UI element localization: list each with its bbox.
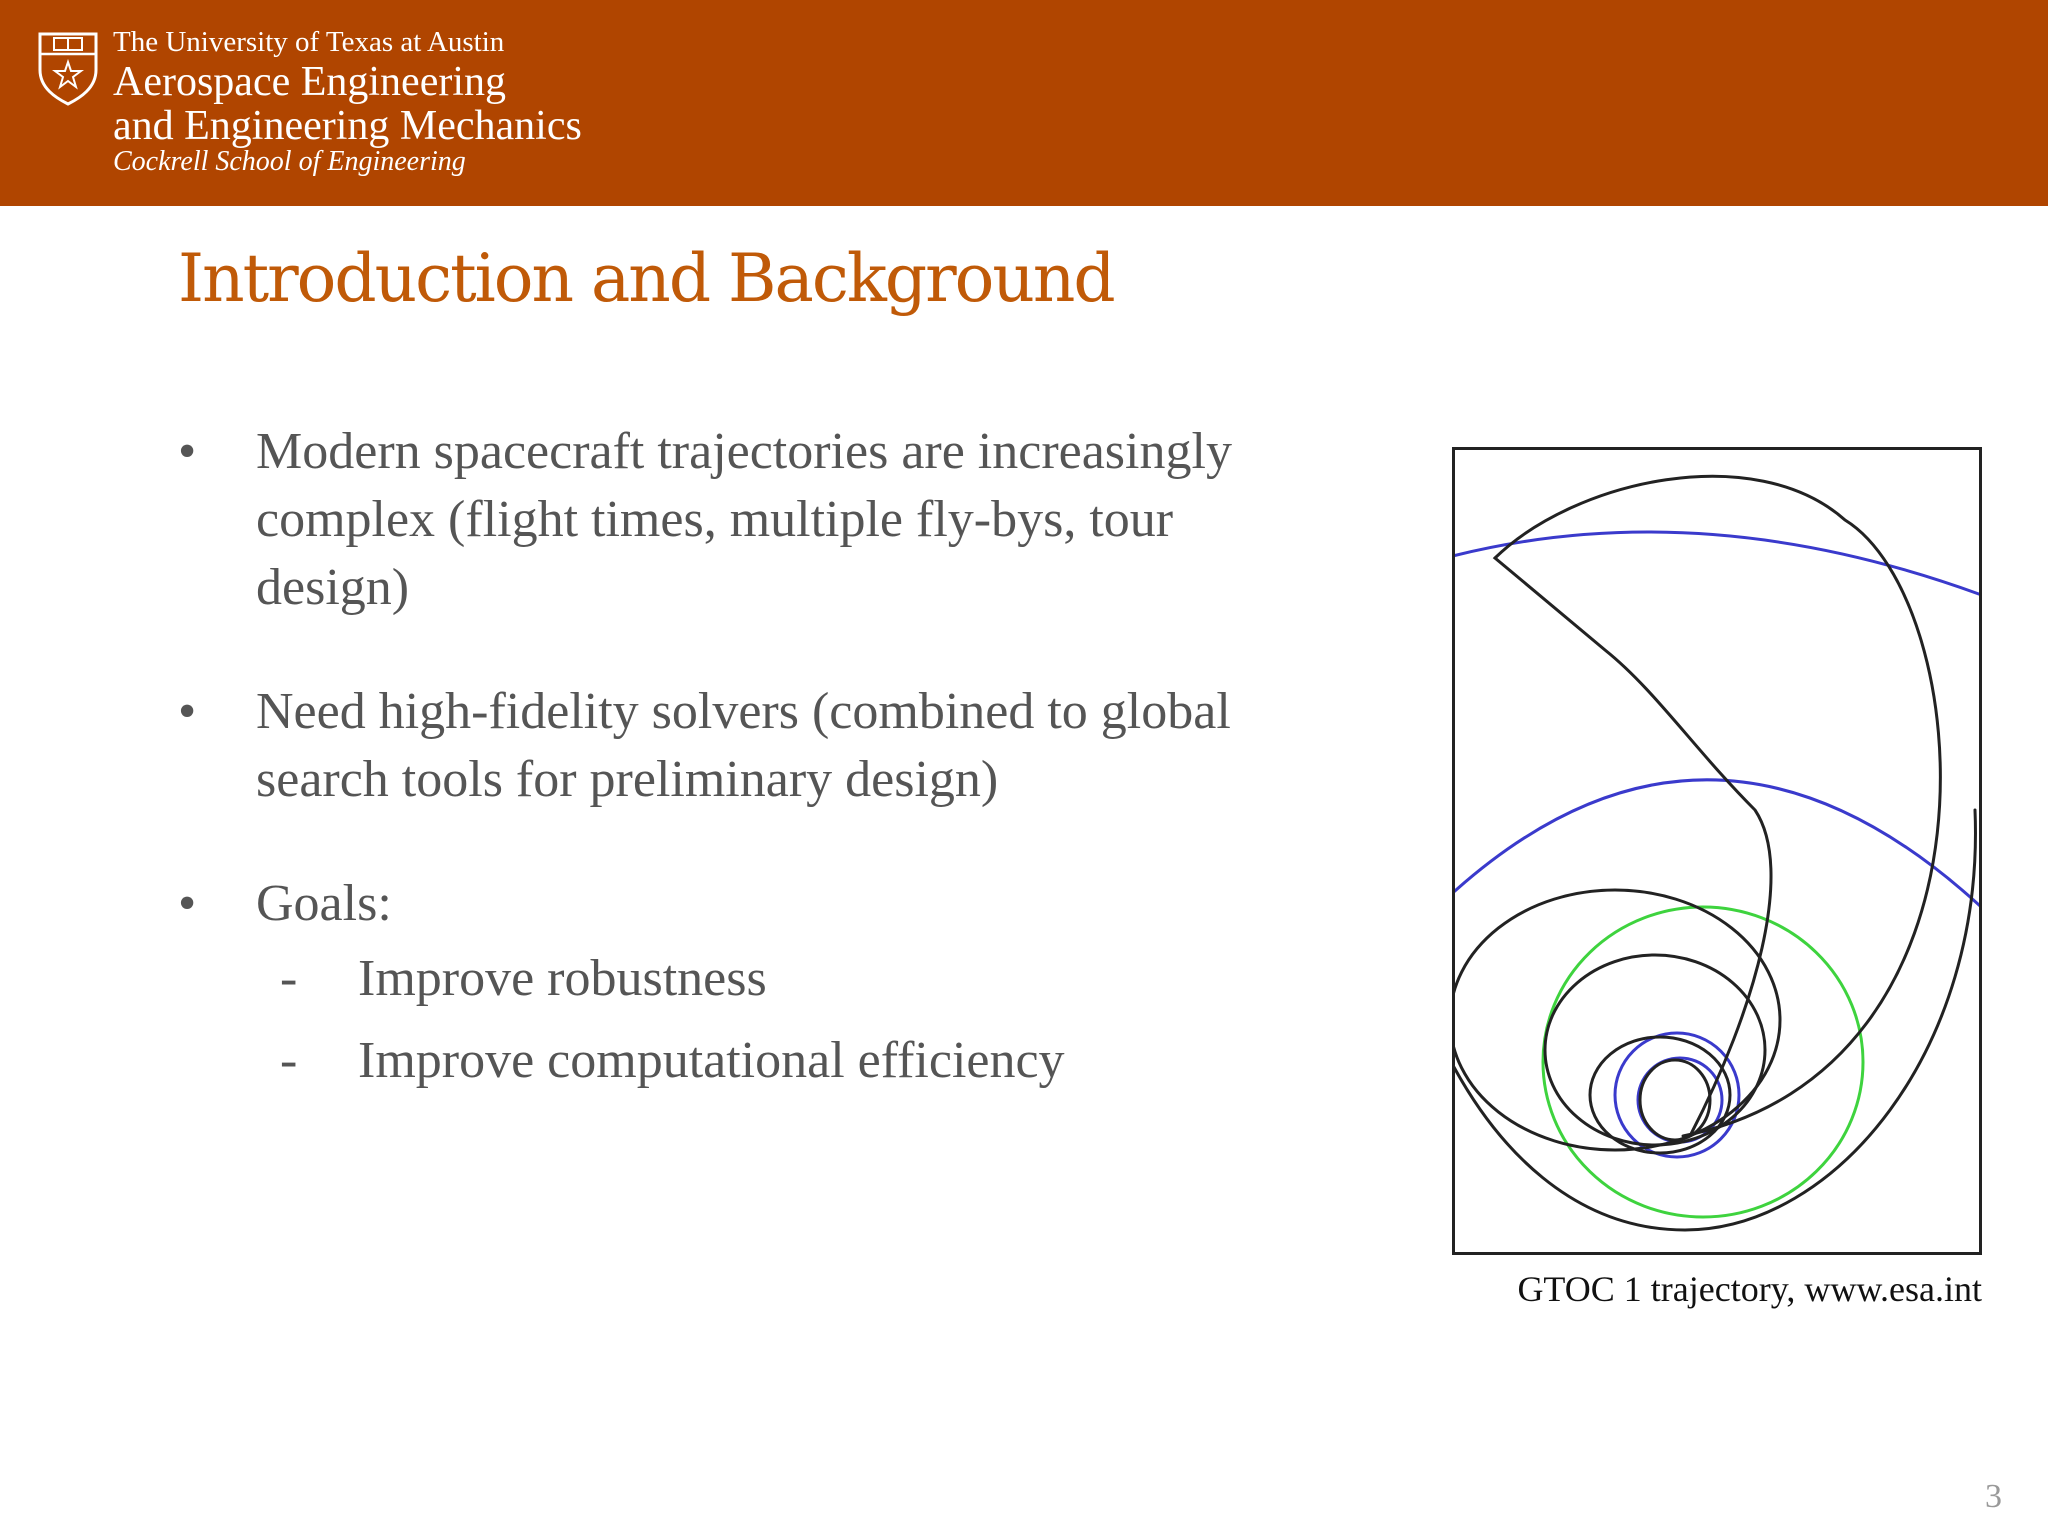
trajectory-loop-4 (1640, 1060, 1710, 1140)
figure-caption: GTOC 1 trajectory, www.esa.int (1517, 1269, 1982, 1309)
university-name: The University of Texas at Austin (113, 26, 505, 58)
bullet-marker: • (178, 683, 197, 740)
bullet-item (178, 870, 1328, 1102)
department-name-line1: Aerospace Engineering (113, 59, 506, 105)
slide-title: Introduction and Background (178, 240, 1114, 317)
ut-shield-icon (36, 30, 100, 106)
bullet-marker: • (178, 423, 197, 480)
sub-bullet-marker: - (280, 1032, 298, 1089)
orbit-green (1543, 907, 1863, 1217)
trajectory-loop-2 (1545, 955, 1765, 1145)
bullet-item (178, 418, 1328, 622)
trajectory-diagram (1455, 450, 1979, 1252)
slide-header (0, 0, 2048, 206)
trajectory-large-loop (1495, 476, 1940, 1136)
bullet-item (178, 678, 1328, 814)
bullet-list (178, 418, 1328, 1102)
department-name-line2: and Engineering Mechanics (113, 103, 582, 149)
bullet-text: Goals: (256, 875, 392, 932)
school-name: Cockrell School of Engineering (113, 146, 466, 177)
orbit-mid-blue (1455, 780, 1979, 920)
trajectory-figure (1452, 447, 1982, 1255)
sub-bullet-text: Improve computational efficiency (358, 1032, 1065, 1089)
sub-bullet-text: Improve robustness (358, 950, 767, 1007)
bullet-text: Modern spacecraft trajectories are increasingly complex (flight times, multiple fly-bys, tour design) (256, 423, 1232, 616)
sub-bullet-item (178, 1020, 1328, 1102)
bullet-text: Need high-fidelity solvers (combined to global search tools for preliminary design) (256, 683, 1231, 808)
bullet-marker: • (178, 875, 197, 932)
sub-bullet-marker: - (280, 950, 298, 1007)
trajectory-outer-arc (1455, 810, 1975, 1230)
page-number: 3 (1985, 1478, 2002, 1515)
sub-bullet-item (178, 938, 1328, 1020)
